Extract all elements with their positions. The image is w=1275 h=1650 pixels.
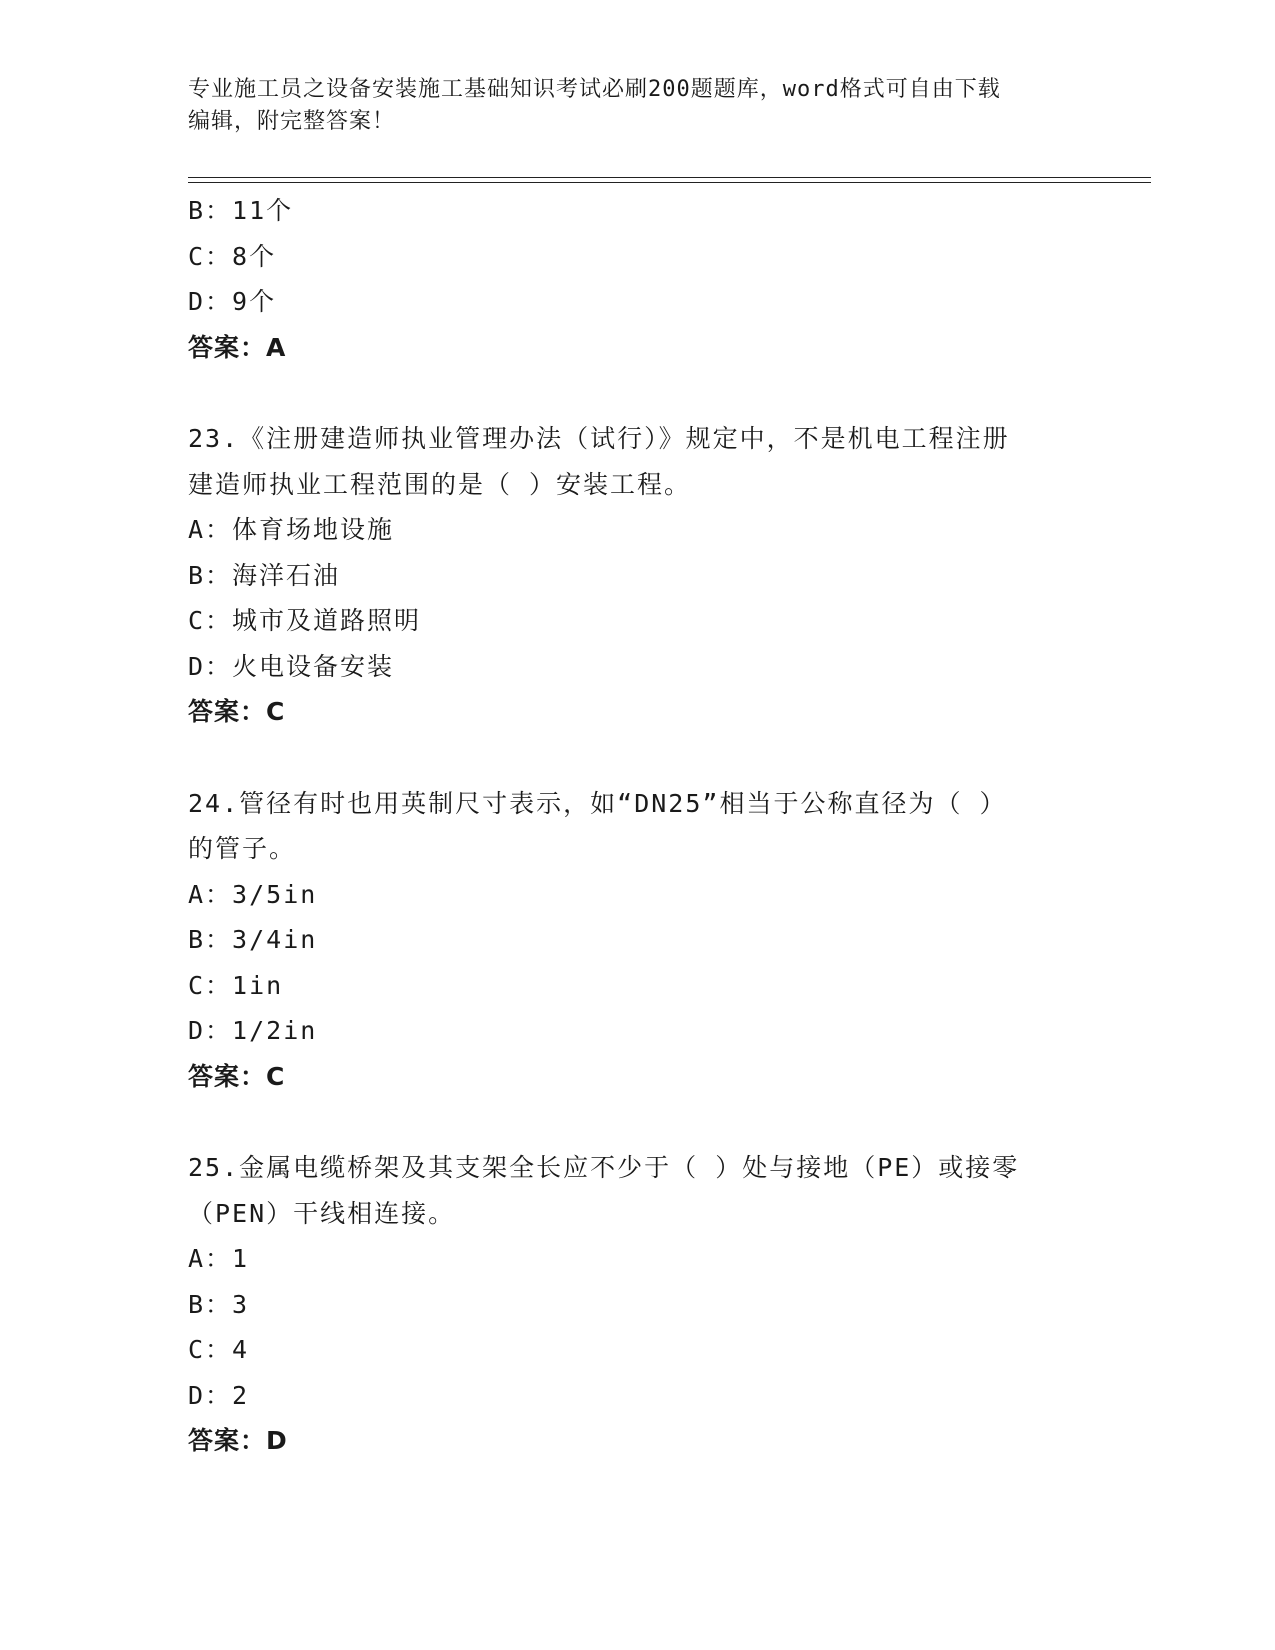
- option-d: D：火电设备安装: [188, 651, 395, 681]
- option-d: D：1/2in: [188, 1016, 318, 1045]
- answer: 答案：C: [188, 697, 286, 726]
- option-b: B：3/4in: [188, 925, 318, 954]
- option-c: C：8个: [188, 241, 277, 271]
- header-divider-bottom: [188, 182, 1151, 183]
- question-stem-line: 25.金属电缆桥架及其支架全长应不少于（ ）处与接地（PE）或接零: [188, 1153, 1020, 1182]
- answer: 答案：D: [188, 1426, 288, 1455]
- header-divider-top: [188, 177, 1151, 178]
- question-24: [188, 781, 1088, 1100]
- question-spacer: [188, 735, 1088, 781]
- option-b: B：海洋石油: [188, 560, 341, 590]
- header-line-2: 编辑，附完整答案！: [188, 109, 396, 134]
- option-d: D：9个: [188, 287, 277, 316]
- question-23: [188, 416, 1088, 735]
- option-b: B：3: [188, 1289, 250, 1319]
- question-spacer: [188, 370, 1088, 416]
- question-list: [188, 188, 1088, 1464]
- question-stem-line: 的管子。: [188, 834, 297, 863]
- answer: 答案：A: [188, 332, 287, 362]
- question-25: [188, 1145, 1088, 1464]
- option-d: D：2: [188, 1380, 250, 1410]
- header-line-1: 专业施工员之设备安装施工基础知识考试必刷200题题库，word格式可自由下载: [188, 77, 1001, 102]
- option-a: A：体育场地设施: [188, 515, 395, 544]
- question-22: [188, 188, 1088, 370]
- document-header: [188, 74, 1088, 138]
- option-c: C：1in: [188, 970, 284, 1000]
- question-stem-line: 建造师执业工程范围的是（ ）安装工程。: [188, 469, 692, 499]
- question-stem-line: （PEN）干线相连接。: [188, 1198, 456, 1228]
- option-a: A：1: [188, 1244, 250, 1273]
- answer: 答案：C: [188, 1061, 286, 1091]
- question-spacer: [188, 1099, 1088, 1145]
- option-c: C：城市及道路照明: [188, 606, 422, 635]
- option-a: A：3/5in: [188, 879, 318, 909]
- question-stem-line: 23.《注册建造师执业管理办法（试行）》规定中，不是机电工程注册: [188, 424, 1010, 453]
- option-b: B：11个: [188, 196, 294, 225]
- question-stem-line: 24.管径有时也用英制尺寸表示，如“DN25”相当于公称直径为（ ）: [188, 788, 1007, 818]
- option-c: C：4: [188, 1335, 250, 1364]
